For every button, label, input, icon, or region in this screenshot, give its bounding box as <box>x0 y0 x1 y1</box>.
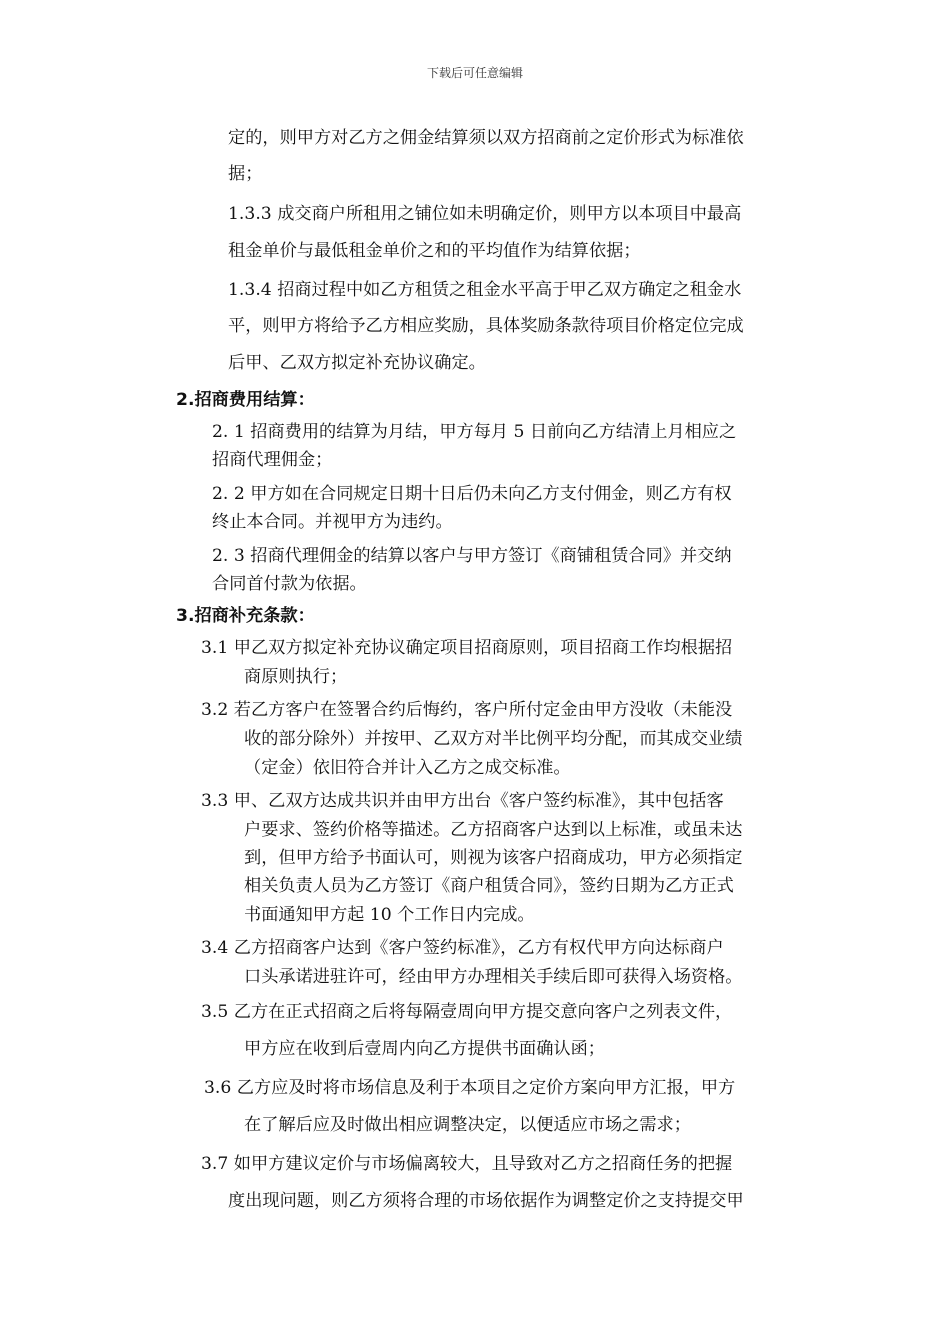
page-header: 下载后可任意编辑 <box>426 66 523 80</box>
text-line: 合同首付款为依据。 <box>212 574 367 594</box>
text-line: 招商代理佣金； <box>212 450 333 470</box>
text-line: 3.5 乙方在正式招商之后将每隔壹周向甲方提交意向客户之列表文件， <box>201 1002 733 1022</box>
text-line: 口头承诺进驻许可，经由甲方办理相关手续后即可获得入场资格。 <box>244 967 743 987</box>
text-line: 后甲、乙双方拟定补充协议确定。 <box>228 353 486 373</box>
text-line: 3.4 乙方招商客户达到《客户签约标准》，乙方有权代甲方向达标商户 <box>201 938 724 958</box>
text-line: 度出现问题，则乙方须将合理的市场依据作为调整定价之支持提交甲 <box>228 1191 744 1211</box>
text-line: 3.2 若乙方客户在签署合约后悔约，客户所付定金由甲方没收（未能没 <box>201 700 733 720</box>
text-line: 1.3.4 招商过程中如乙方租赁之租金水平高于甲乙双方确定之租金水 <box>228 280 742 300</box>
text-line: 商原则执行； <box>244 667 348 687</box>
text-line: 到，但甲方给予书面认可，则视为该客户招商成功，甲方必须指定 <box>244 848 743 868</box>
text-line: 2. 2 甲方如在合同规定日期十日后仍未向乙方支付佣金，则乙方有权 <box>212 484 732 504</box>
section-heading: 3.招商补充条款： <box>176 606 315 626</box>
text-line: （定金）依旧符合并计入乙方之成交标准。 <box>244 758 571 778</box>
text-line: 3.1 甲乙双方拟定补充协议确定项目招商原则，项目招商工作均根据招 <box>201 638 733 658</box>
text-line: 相关负责人员为乙方签订《商户租赁合同》，签约日期为乙方正式 <box>244 876 734 896</box>
text-line: 3.7 如甲方建议定价与市场偏离较大，且导致对乙方之招商任务的把握 <box>201 1154 733 1174</box>
text-line: 平，则甲方将给予乙方相应奖励，具体奖励条款待项目价格定位完成 <box>228 316 744 336</box>
text-line: 3.6 乙方应及时将市场信息及利于本项目之定价方案向甲方汇报，甲方 <box>204 1078 736 1098</box>
text-line: 1.3.3 成交商户所租用之铺位如未明确定价，则甲方以本项目中最高 <box>228 204 742 224</box>
text-line: 终止本合同。并视甲方为违约。 <box>212 512 453 532</box>
text-line: 书面通知甲方起 10 个工作日内完成。 <box>244 905 535 925</box>
text-line: 租金单价与最低租金单价之和的平均值作为结算依据； <box>228 241 641 261</box>
text-line: 户要求、签约价格等描述。乙方招商客户达到以上标准，或虽未达 <box>244 820 743 840</box>
text-line: 2. 1 招商费用的结算为月结，甲方每月 5 日前向乙方结清上月相应之 <box>212 422 737 442</box>
text-line: 2. 3 招商代理佣金的结算以客户与甲方签订《商铺租赁合同》并交纳 <box>212 546 732 566</box>
text-line: 3.3 甲、乙双方达成共识并由甲方出台《客户签约标准》，其中包括客 <box>201 791 724 811</box>
text-line: 据； <box>228 164 263 184</box>
text-line: 收的部分除外）并按甲、乙双方对半比例平均分配，而其成交业绩 <box>244 729 743 749</box>
text-line: 定的，则甲方对乙方之佣金结算须以双方招商前之定价形式为标准依 <box>228 128 744 148</box>
text-line: 在了解后应及时做出相应调整决定，以便适应市场之需求； <box>244 1115 691 1135</box>
text-line: 甲方应在收到后壹周内向乙方提供书面确认函； <box>244 1039 605 1059</box>
section-heading: 2.招商费用结算： <box>176 390 315 410</box>
